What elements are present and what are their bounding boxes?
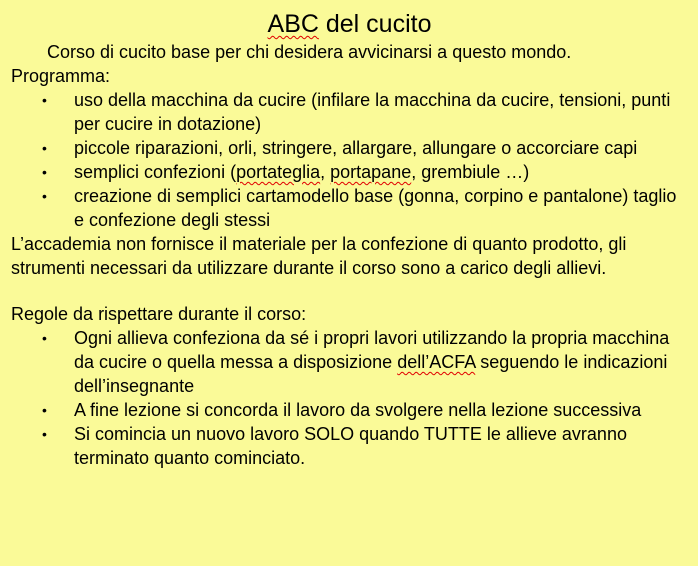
program-list	[11, 88, 688, 232]
title-spellcheck-word: ABC	[267, 10, 319, 38]
bullet-icon: •	[42, 140, 47, 156]
program-item-text: semplici confezioni (	[74, 162, 237, 182]
rules-item	[11, 422, 688, 470]
subtitle: Corso di cucito base per chi desidera avvicinarsi a questo mondo.	[47, 42, 572, 62]
program-label: Programma:	[11, 66, 111, 86]
program-item	[11, 136, 688, 160]
program-item	[11, 160, 688, 184]
program-item-text: , grembiule …)	[411, 162, 530, 182]
rules-item-text: seguendo le indicazioni dell’insegnante	[74, 352, 668, 396]
program-item	[11, 184, 688, 232]
spellcheck-word: portapane	[330, 162, 412, 182]
rules-item	[11, 398, 688, 422]
bullet-icon: •	[42, 402, 47, 418]
rules-item-text: Si comincia un nuovo lavoro SOLO quando TUTTE le allieve avranno terminato quanto cominciato.	[74, 424, 627, 468]
rules-list	[11, 326, 688, 470]
bullet-icon: •	[42, 164, 47, 180]
bullet-icon: •	[42, 426, 47, 442]
program-item-text: piccole riparazioni, orli, stringere, allargare, allungare o accorciare capi	[74, 138, 638, 158]
rules-item-text: Ogni allieva confeziona da sé i propri lavori utilizzando la propria macchina da cucire o quella messa a disposizione	[74, 328, 670, 372]
program-item	[11, 88, 688, 136]
program-item-text: uso della macchina da cucire (infilare la macchina da cucire, tensioni, punti per cucire in dotazione)	[74, 90, 671, 134]
spellcheck-word: dell’ACFA	[397, 352, 476, 372]
spellcheck-word: portateglia	[236, 162, 321, 182]
rules-item	[11, 326, 688, 398]
rules-label: Regole da rispettare durante il corso:	[11, 304, 307, 324]
program-item-text: ,	[320, 162, 331, 182]
materials-note: L’accademia non fornisce il materiale per la confezione di quanto prodotto, gli strumenti necessari da utilizzare durante il corso sono a carico degli allievi.	[11, 234, 627, 278]
rules-item-text: A fine lezione si concorda il lavoro da svolgere nella lezione successiva	[74, 400, 642, 420]
spacer	[11, 280, 688, 302]
bullet-icon: •	[42, 330, 47, 346]
page-title	[11, 0, 688, 39]
title-rest: del cucito	[318, 10, 432, 38]
program-item-text: creazione di semplici cartamodello base (gonna, corpino e pantalone) taglio e confezione degli stessi	[74, 186, 677, 230]
bullet-icon: •	[42, 92, 47, 108]
bullet-icon: •	[42, 188, 47, 204]
